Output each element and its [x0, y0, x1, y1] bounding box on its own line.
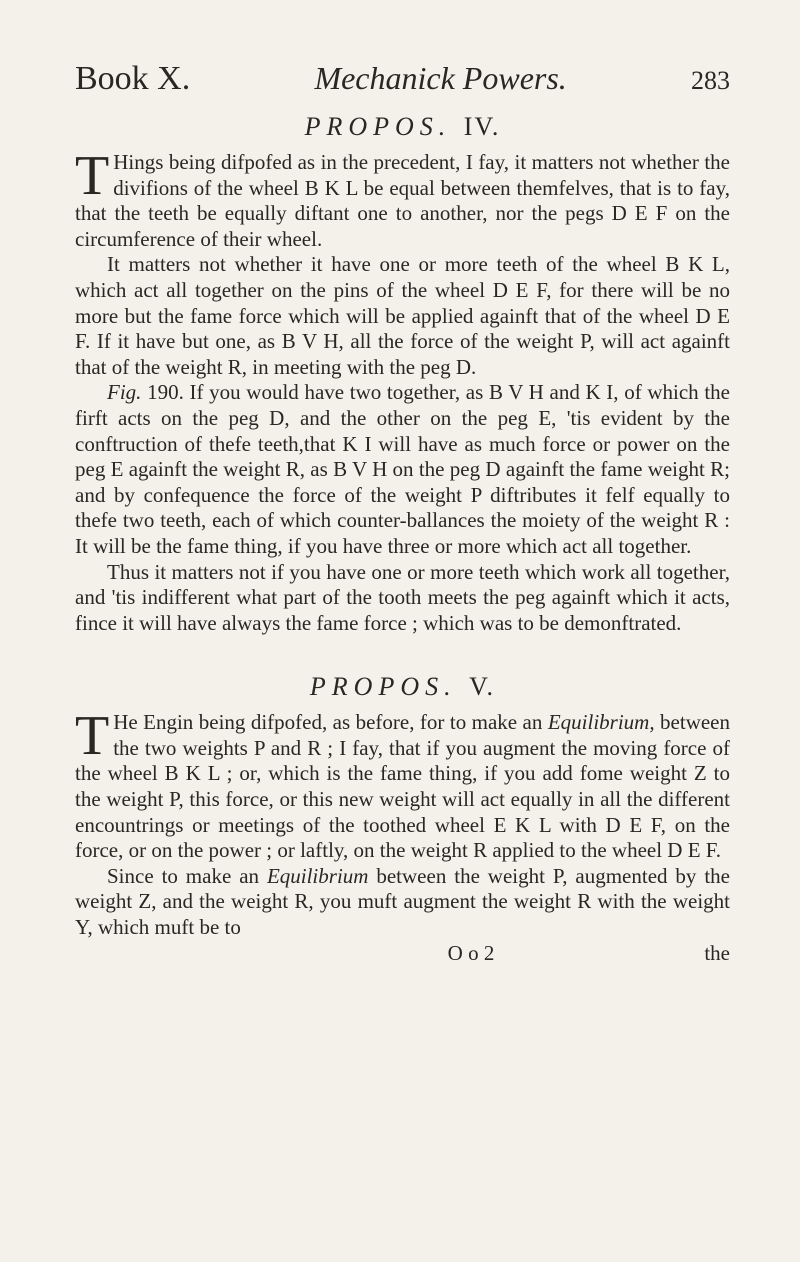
paragraph-text: Hings being difpofed as in the precedent, I fay, it matters not whether the divifions of the wheel B K L be equal between themfelves, that is to fay, that the teeth be equally diftant one to another, nor the pegs D E F on the circumference of their wheel. — [75, 150, 730, 251]
proposition-number: V. — [469, 672, 496, 702]
proposition-v-body — [75, 705, 730, 940]
paragraph — [75, 252, 730, 380]
paragraph-text: between the two weights P and R ; I fay, that if you augment the moving force of the wheel B K L ; or, which is the fame thing, if you add fome weight Z to the weight P, this force, or this new weight will act equally in all the different encountrings or meetings of the toothed wheel E K L with D E F, on the force, or on the power ; or laftly, on the weight R applied to the wheel D E F. — [75, 710, 730, 863]
proposition-iv-body — [75, 145, 730, 636]
drop-cap: T — [75, 705, 110, 768]
italic-term: Equilibrium, — [547, 710, 655, 735]
paragraph-text: Since to make an — [107, 863, 267, 888]
paragraph — [75, 145, 730, 252]
paragraph — [75, 864, 730, 941]
signature-mark: O o 2 — [447, 940, 495, 965]
proposition-iv-heading — [75, 112, 730, 142]
paragraph-text: He Engin being difpofed, as before, for to make an — [113, 710, 548, 735]
paragraph-text: Thus it matters not if you have one or more teeth which work all together, and 'tis indifferent what part of the tooth meets the peg againft which it acts, fince it will have always the fame force ; which was to be demonftrated. — [75, 559, 730, 635]
running-head — [75, 60, 730, 98]
proposition-word: PROPOS. — [309, 672, 457, 702]
figure-reference: Fig. — [107, 380, 142, 405]
paragraph-text: It matters not whether it have one or more teeth of the wheel B K L, which act all together on the pins of the wheel D E F, for there will be no more but the fame force which will be applied againft that of the wheel D E F. If it have but one, as B V H, all the force of the weight P, will act againft that of the weight R, in meeting with the peg D. — [75, 252, 730, 379]
paragraph-text: 190. If you would have two together, as B V H and K I, of which the firft acts on the peg D, and the other on the peg E, 'tis evident by the conftruction of thefe teeth,that K I will have as much force or power on the peg E againft the weight R, as B V H on the peg D againft the fame weight R; and by confequence the force of the weight P diftributes it felf equally to thefe two teeth, each of which counter-ballances the moiety of the weight R : It will be the fame thing, if you have three or more which act all together. — [75, 380, 730, 558]
proposition-word: PROPOS. — [304, 112, 452, 141]
running-title: Mechanick Powers. — [314, 60, 567, 96]
paragraph — [75, 560, 730, 637]
paragraph — [75, 380, 730, 559]
page-footer — [75, 941, 730, 966]
proposition-v-heading — [75, 672, 730, 702]
book-number: Book X. — [75, 60, 191, 97]
catchword: the — [704, 940, 730, 965]
italic-term: Equilibrium — [266, 863, 369, 888]
page-number: 283 — [691, 66, 730, 95]
paragraph — [75, 705, 730, 864]
drop-cap: T — [75, 145, 110, 207]
paragraph-text: between the weight P, augmented by the weight Z, and the weight R, you muft augment the weight R with the weight Y, which muft be to — [75, 863, 730, 940]
proposition-number: IV. — [463, 112, 501, 141]
